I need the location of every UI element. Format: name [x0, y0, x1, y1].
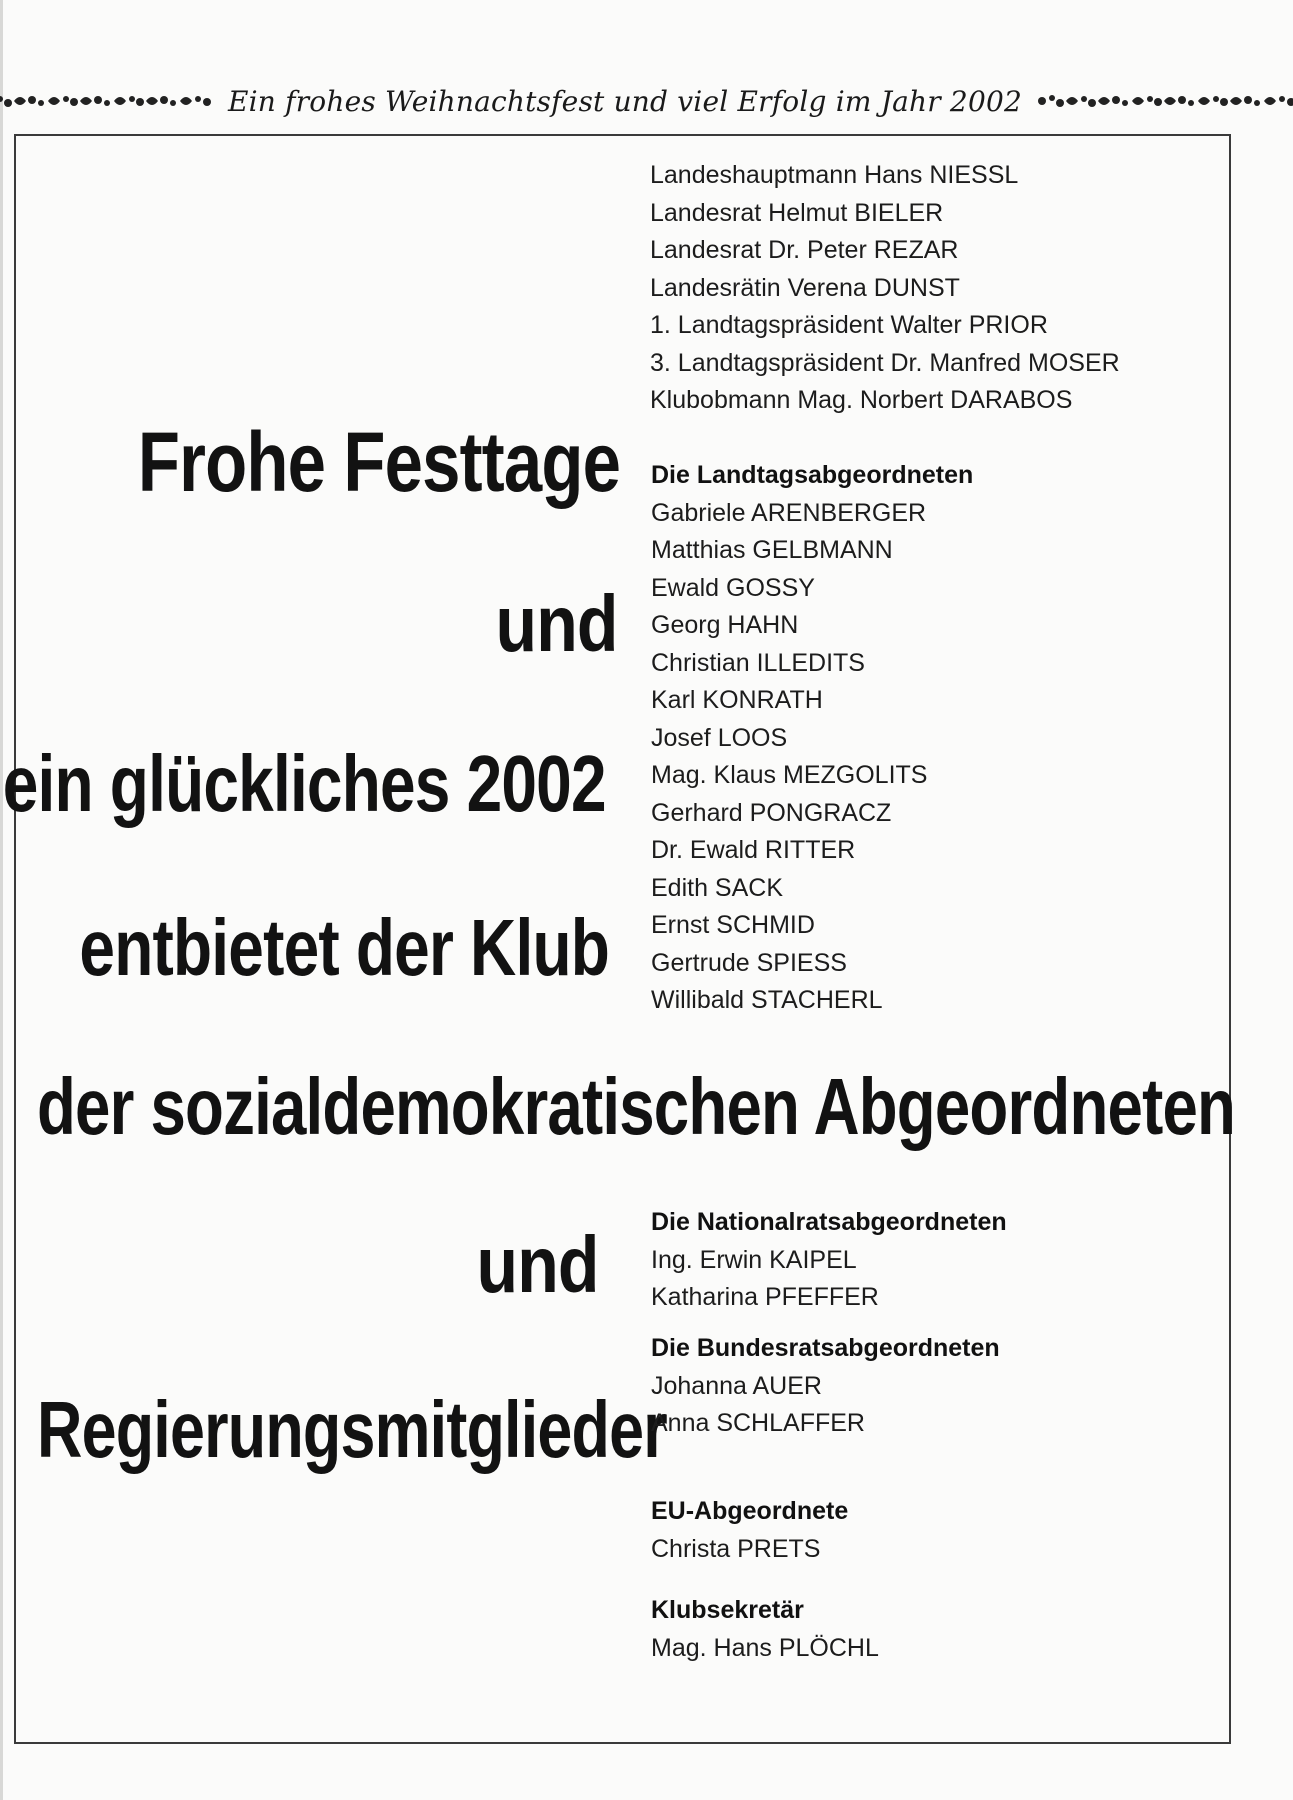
slogan-line-5: der sozialdemokratischen Abgeordneten — [37, 1062, 1236, 1151]
list-item: Edith SACK — [651, 873, 784, 902]
list-item: Christian ILLEDITS — [651, 648, 865, 677]
floral-holly-border-icon — [0, 92, 214, 110]
list-item: Landesrätin Verena DUNST — [650, 273, 960, 302]
list-item: Gerhard PONGRACZ — [651, 798, 892, 827]
list-item: Matthias GELBMANN — [651, 536, 893, 564]
list-item: Klubobmann Mag. Norbert DARABOS — [650, 386, 1073, 414]
landtag-heading: Die Landtagsabgeordneten — [651, 461, 974, 489]
list-item: Johanna AUER — [651, 1371, 822, 1400]
list-item: 3. Landtagspräsident Dr. Manfred MOSER — [650, 348, 1120, 377]
list-item: Willibald STACHERL — [651, 986, 883, 1014]
klubsekretaer-heading: Klubsekretär — [651, 1596, 804, 1624]
list-item: Landesrat Helmut BIELER — [650, 198, 944, 227]
bundesrat-section — [651, 1330, 1251, 1443]
list-item: Anna SCHLAFFER — [651, 1409, 865, 1437]
slogan-line-7: Regierungsmitglieder — [37, 1385, 667, 1474]
header-greeting: Ein frohes Weihnachtsfest und viel Erfolg im Jahr 2002 — [228, 84, 1022, 118]
bundesrat-heading: Die Bundesratsabgeordneten — [651, 1334, 1000, 1362]
list-item: Ewald GOSSY — [651, 573, 815, 602]
slogan-line-2: und — [495, 579, 618, 668]
list-item: Gabriele ARENBERGER — [651, 498, 927, 527]
list-item: Christa PRETS — [651, 1534, 821, 1563]
klubsekretaer-section — [651, 1592, 1251, 1667]
landtag-section — [651, 457, 1251, 1020]
list-item: Dr. Ewald RITTER — [651, 836, 856, 864]
list-item: 1. Landtagspräsident Walter PRIOR — [650, 311, 1048, 339]
eu-heading: EU-Abgeordnete — [651, 1497, 849, 1525]
slogan-line-1: Frohe Festtage — [137, 415, 620, 509]
nationalrat-section — [651, 1204, 1251, 1317]
list-item: Karl KONRATH — [651, 686, 823, 714]
slogan-line-4: entbietet der Klub — [79, 903, 609, 992]
list-item: Ing. Erwin KAIPEL — [651, 1245, 857, 1274]
list-item: Gertrude SPIESS — [651, 948, 847, 977]
list-item: Landeshauptmann Hans NIESSL — [650, 161, 1019, 189]
list-item: Josef LOOS — [651, 723, 788, 752]
nationalrat-heading: Die Nationalratsabgeordneten — [651, 1208, 1007, 1236]
header-band — [14, 80, 1236, 122]
list-item: Mag. Hans PLÖCHL — [651, 1633, 879, 1662]
slogan-line-3: ein glückliches 2002 — [3, 739, 606, 828]
slogan-line-6: und — [476, 1220, 599, 1309]
list-item: Georg HAHN — [651, 611, 799, 639]
list-item: Katharina PFEFFER — [651, 1283, 879, 1311]
list-item: Mag. Klaus MEZGOLITS — [651, 761, 928, 789]
list-item: Ernst SCHMID — [651, 911, 815, 939]
page-edge — [0, 0, 3, 1800]
government-list — [650, 157, 1250, 420]
list-item: Landesrat Dr. Peter REZAR — [650, 236, 959, 264]
eu-section — [651, 1493, 1251, 1568]
floral-holly-border-icon — [1036, 92, 1293, 110]
